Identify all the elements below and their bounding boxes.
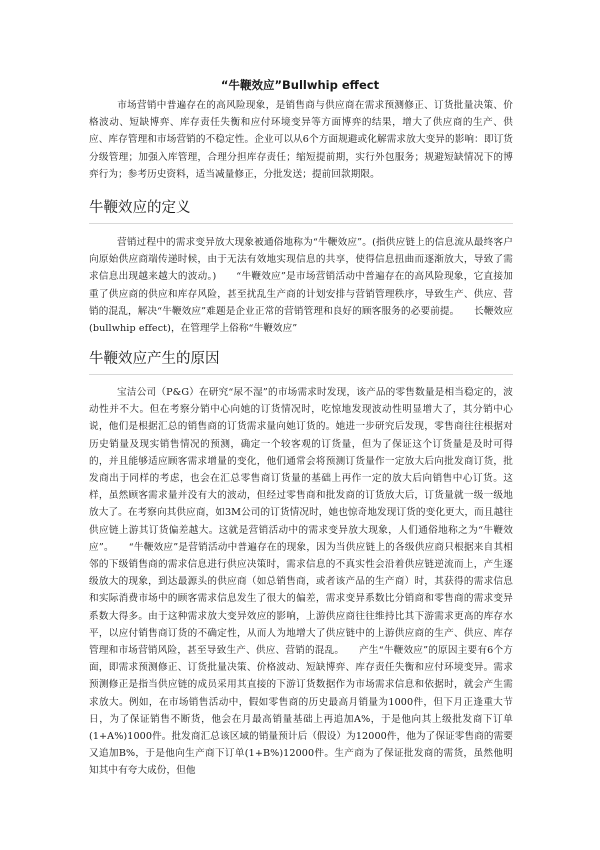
intro-paragraph	[89, 97, 513, 183]
definition-paragraph	[89, 234, 513, 337]
section-divider	[89, 223, 513, 224]
intro-text: 市场营销中普遍存在的高风险现象，是销售商与供应商在需求预测修正、订货批量决策、价格波动、短缺博弈、库存责任失衡和应付环境变异等方面博弈的结果，增大了供应商的生产、供应、库存管理和市场营销的不稳定性。企业可以从6个方面规避或化解需求放大变异的影响：即订货分级管理；加强入库管理，合理分担库存责任；缩短提前期，实行外包服务；规避短缺情况下的博弈行为；参考历史资料，适当减量修正，分批发送；提前回款期限。	[89, 100, 513, 180]
causes-paragraph	[89, 384, 513, 780]
section-divider	[89, 374, 513, 375]
causes-text: 宝洁公司（P&G）在研究“尿不湿”的市场需求时发现，该产品的零售数量是相当稳定的，波动性并不大。但在考察分销中心向她的订货情况时，吃惊地发现波动性明显增大了，其分销中心说，他们是根据汇总的销售商的订货需求量向她订货的。她进一步研究后发现，零售商往往根据对历史销量及现实销售情况的预测，确定一个较客观的订货量，但为了保证这个订货量是及时可得的，并且能够适应顾客需求增量的变化，他们通常会将预测订货量作一定放大后向批发商订货，批发商出于同样的考虑，也会在汇总零售商订货量的基础上再作一定的放大后向销售中心订货。这样，虽然顾客需求量并没有大的波动，但经过零售商和批发商的订货放大后，订货量就一级一级地放大了。在考察向其供应商，如3M公司的订货情况时，她也惊奇地发现订货的变化更大，而且越往供应链上游其订货偏差越大。这就是营销活动中的需求变异放大现象，人们通俗地称之为“牛鞭效应”。 “牛鞭效应”是营销活动中普遍存在的现象，因为当供应链上的各级供应商只根据来自其相邻的下级销售商的需求信息进行供应决策时，需求信息的不真实性会沿着供应链逆流而上，产生逐级放大的现象，到达最源头的供应商（如总销售商，或者该产品的生产商）时，其获得的需求信息和实际消费市场中的顾客需求信息发生了很大的偏差，需求变异系数比分销商和零售商的需求变异系数大得多。由于这种需求放大变异效应的影响，上游供应商往往维持比其下游需求更高的库存水平，以应付销售商订货的不确定性，从而人为地增大了供应链中的上游供应商的生产、供应、库存管理和市场营销风险，甚至导致生产、供应、营销的混乱。 产生“牛鞭效应”的原因主要有6个方面，即需求预测修正、订货批量决策、价格波动、短缺博弈、库存责任失衡和应付环境变异。需求预测修正是指当供应链的成员采用其直接的下游订货数据作为市场需求信息和依据时，就会产生需求放大。例如，在市场销售活动中，假如零售商的历史最高月销量为1000件，但下月正逢重大节日，为了保证销售不断货，他会在月最高销量基础上再追加A%，于是他向其上级批发商下订单(1+A%)1000件。批发商汇总该区域的销量预计后（假设）为12000件，他为了保证零售商的需要又追加B%，于是他向生产商下订单(1+B%)12000件。生产商为了保证批发商的需货，虽然他明知其中有夸大成份，但他	[89, 387, 513, 777]
definition-text: 营销过程中的需求变异放大现象被通俗地称为“牛鞭效应”。(指供应链上的信息流从最终客户向原始供应商端传递时候，由于无法有效地实现信息的共享，使得信息扭曲而逐渐放大，导致了需求信息出现越来越大的波动。) “牛鞭效应”是市场营销活动中普遍存在的高风险现象，它直接加重了供应商的供应和库存风险，甚至扰乱生产商的计划安排与营销管理秩序，导致生产、供应、营销的混乱，解决“牛鞭效应”难题是企业正常的营销管理和良好的顾客服务的必要前提。 长鞭效应(bullwhip effect)，在管理学上俗称“牛鞭效应”	[89, 237, 513, 335]
section-heading-causes: 牛鞭效应产生的原因	[89, 351, 220, 367]
section-heading-definition: 牛鞭效应的定义	[89, 200, 191, 216]
document-title: “牛鞭效应”Bullwhip effect	[220, 78, 380, 92]
